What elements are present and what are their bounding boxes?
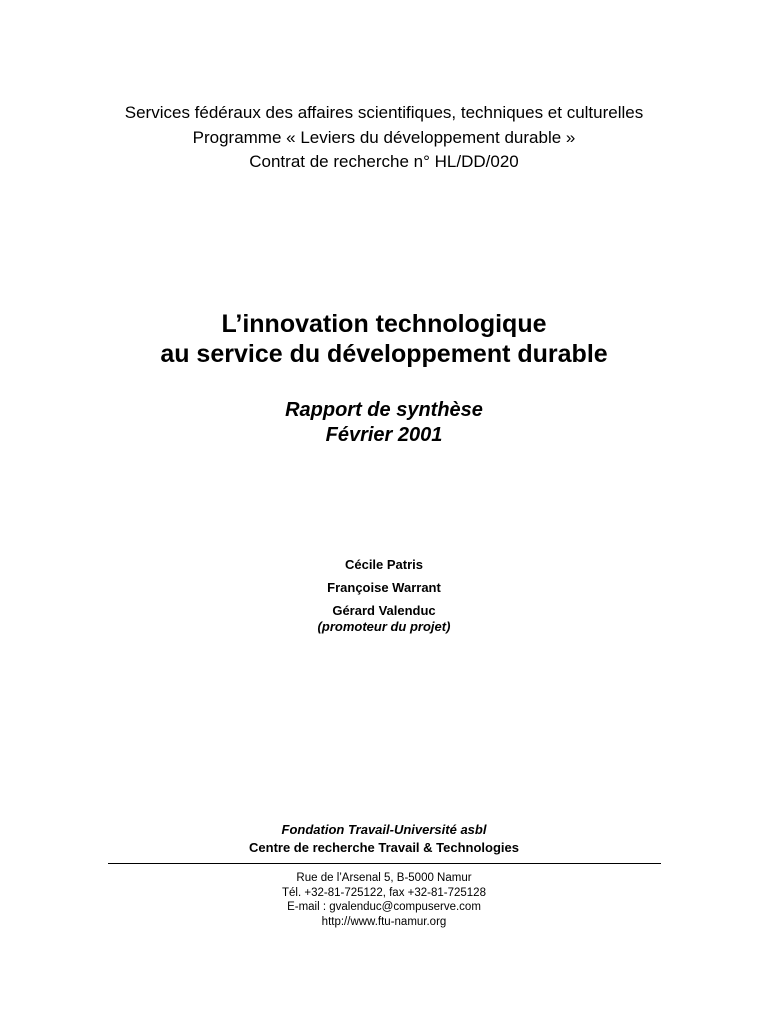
title-line-2: au service du développement durable <box>160 340 608 368</box>
authors-list <box>0 557 768 634</box>
title-line-1: L’innovation technologique <box>221 310 547 338</box>
report-type: Rapport de synthèse <box>285 399 483 421</box>
email-address: E-mail : gvalenduc@compuserve.com <box>287 901 481 913</box>
research-center-name: Centre de recherche Travail & Technologies <box>249 840 519 855</box>
postal-address: Rue de l’Arsenal 5, B-5000 Namur <box>296 872 472 884</box>
author-name: Cécile Patris <box>344 557 424 572</box>
website-url: http://www.ftu-namur.org <box>321 915 447 928</box>
programme-line: Programme « Leviers du développement durable » <box>192 127 576 147</box>
sponsor-header <box>0 101 768 175</box>
sponsor-line: Services fédéraux des affaires scientifiques, techniques et culturelles <box>124 103 644 122</box>
contract-line: Contrat de recherche n° HL/DD/020 <box>249 152 519 171</box>
author-role: (promoteur du projet) <box>317 619 451 634</box>
report-subtitle <box>0 398 768 448</box>
report-title <box>0 309 768 369</box>
contact-block <box>0 871 768 929</box>
author-name: Gérard Valenduc <box>332 603 436 618</box>
organization-block <box>0 821 768 857</box>
author-name: Françoise Warrant <box>327 580 441 595</box>
foundation-name: Fondation Travail-Université asbl <box>281 822 487 837</box>
phone-fax: Tél. +32-81-725122, fax +32-81-725128 <box>282 886 486 899</box>
divider-line <box>108 863 661 864</box>
report-date: Février 2001 <box>325 424 443 446</box>
